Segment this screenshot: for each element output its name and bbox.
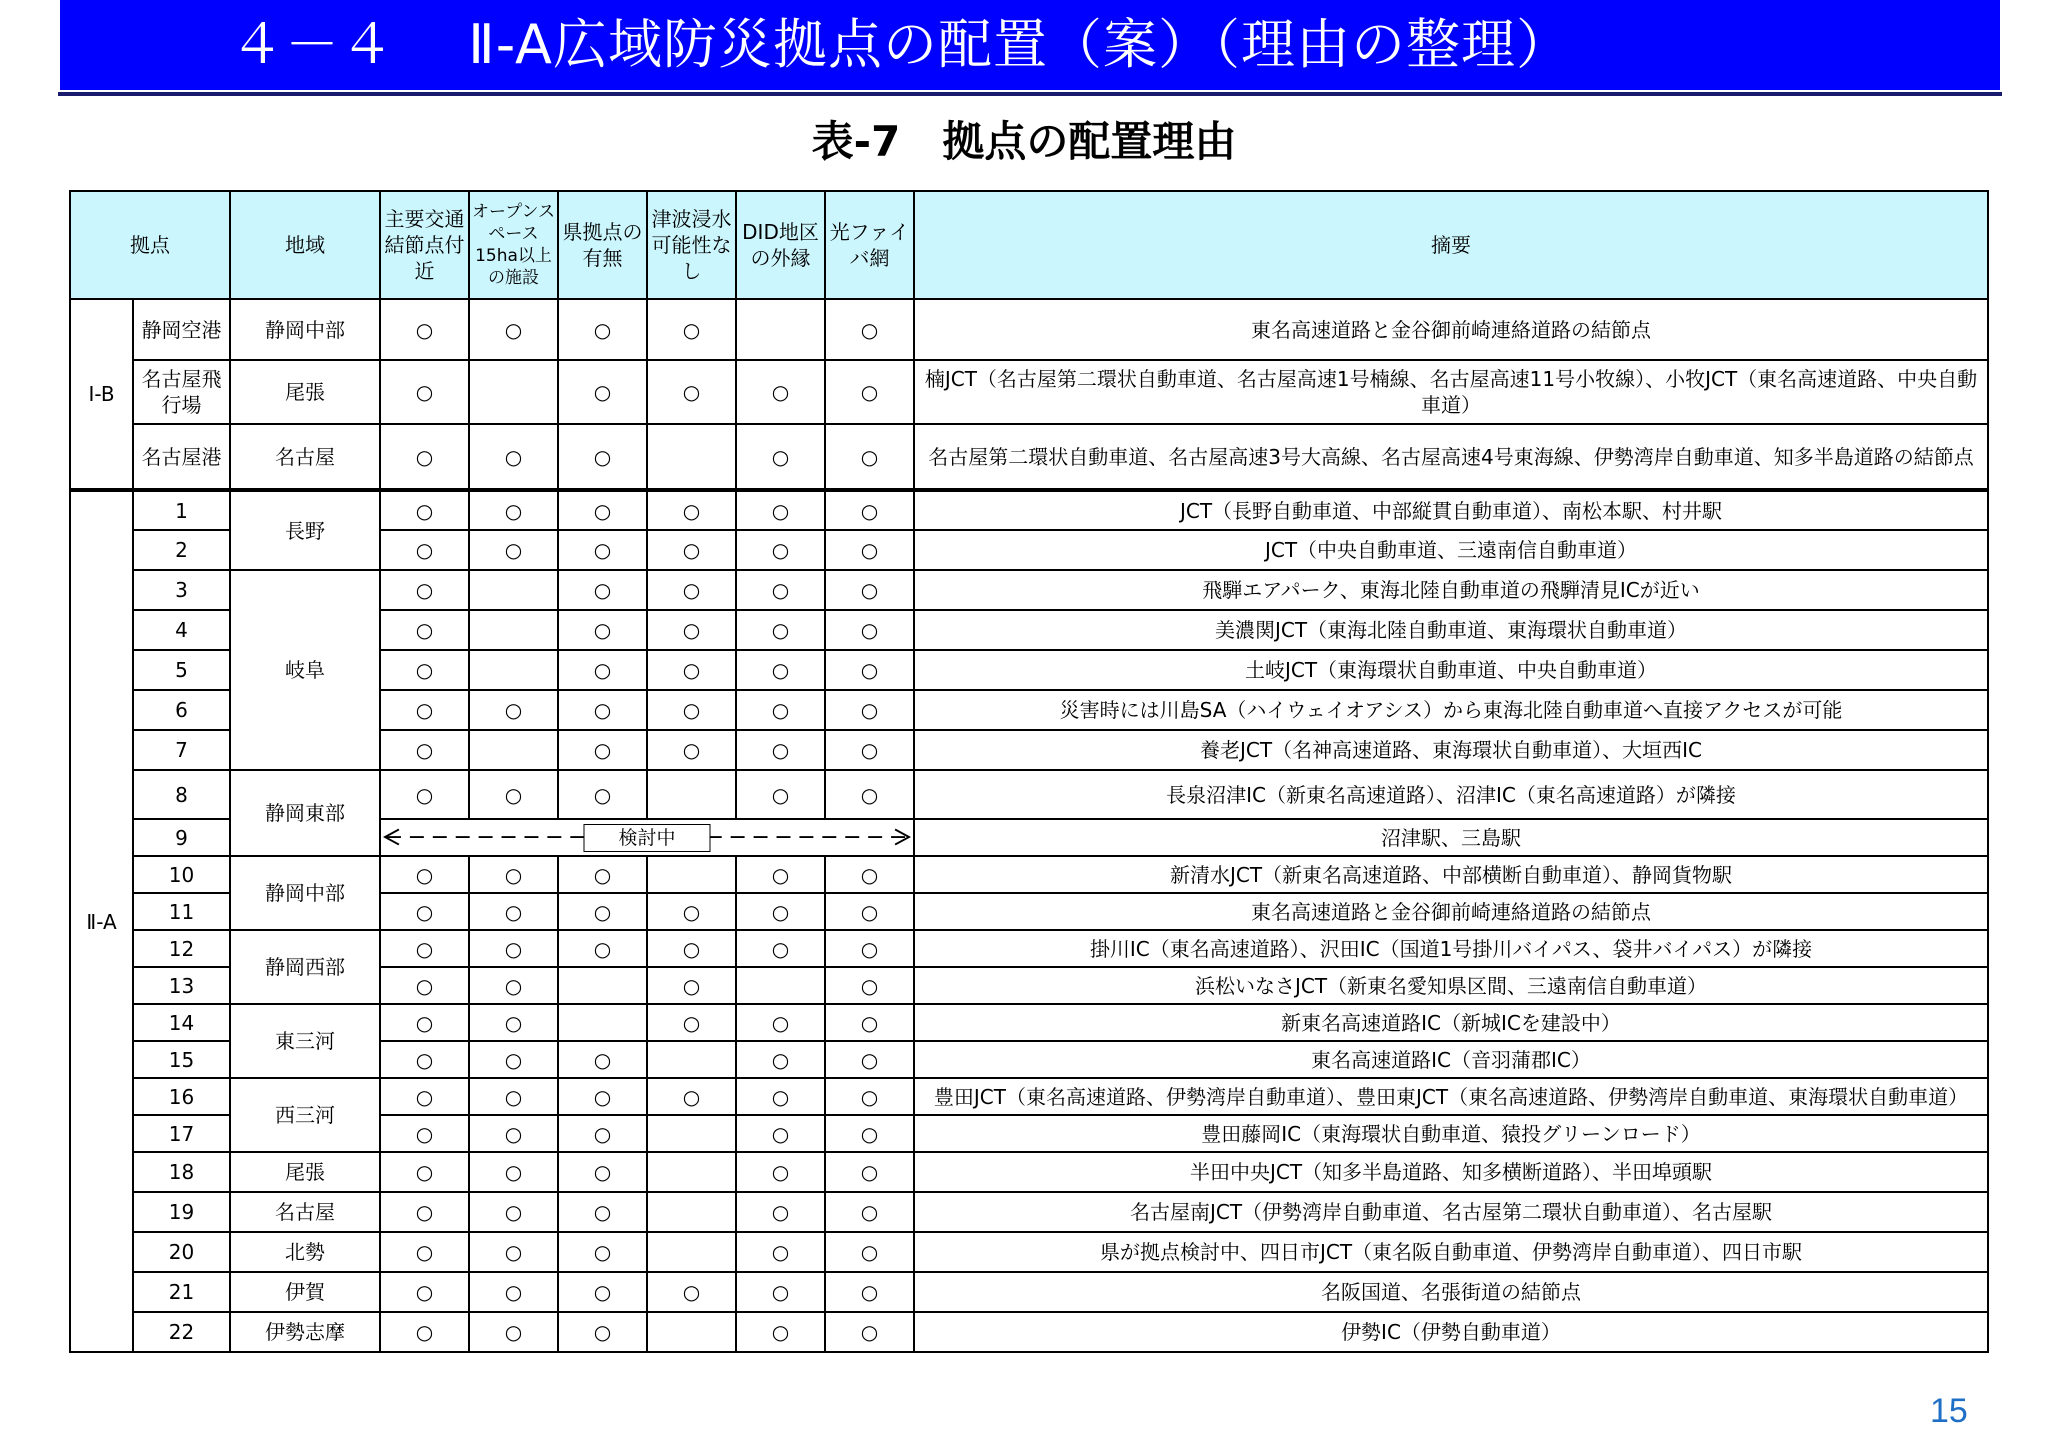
mark-cell: ○ xyxy=(825,424,914,490)
mark-cell: ○ xyxy=(825,610,914,650)
mark-cell: ○ xyxy=(380,1041,469,1078)
mark-cell: ○ xyxy=(825,299,914,360)
region-cell: 尾張 xyxy=(230,360,380,424)
row-number: 22 xyxy=(133,1312,230,1352)
mark-cell: ○ xyxy=(380,530,469,570)
mark-cell: ○ xyxy=(469,299,558,360)
mark-cell: ○ xyxy=(380,650,469,690)
mark-cell: ○ xyxy=(469,967,558,1004)
empty-cell xyxy=(647,1192,736,1232)
empty-cell xyxy=(469,650,558,690)
mark-cell: ○ xyxy=(825,490,914,530)
row-number: 6 xyxy=(133,690,230,730)
mark-cell: ○ xyxy=(558,570,647,610)
empty-cell xyxy=(469,570,558,610)
empty-cell xyxy=(736,299,825,360)
mark-cell: ○ xyxy=(736,610,825,650)
mark-cell: ○ xyxy=(736,893,825,930)
mark-cell: ○ xyxy=(380,930,469,967)
table-row xyxy=(70,424,1988,490)
empty-cell xyxy=(647,1152,736,1192)
table-row xyxy=(70,770,1988,819)
mark-cell: ○ xyxy=(825,650,914,690)
mark-cell: ○ xyxy=(736,1078,825,1115)
mark-cell: ○ xyxy=(380,690,469,730)
mark-cell: ○ xyxy=(736,770,825,819)
mark-cell: ○ xyxy=(558,730,647,770)
mark-cell: ○ xyxy=(647,530,736,570)
mark-cell: ○ xyxy=(825,1272,914,1312)
mark-cell: ○ xyxy=(558,1152,647,1192)
row-number: 13 xyxy=(133,967,230,1004)
mark-cell: ○ xyxy=(380,360,469,424)
mark-cell: ○ xyxy=(558,299,647,360)
mark-cell: ○ xyxy=(736,856,825,893)
region-cell: 長野 xyxy=(230,490,380,570)
mark-cell: ○ xyxy=(736,1004,825,1041)
mark-cell: ○ xyxy=(558,1232,647,1272)
mark-cell: ○ xyxy=(647,360,736,424)
empty-cell xyxy=(469,610,558,650)
mark-cell: ○ xyxy=(558,1115,647,1152)
table-row xyxy=(70,1232,1988,1272)
empty-cell xyxy=(647,1312,736,1352)
summary-cell: 豊田藤岡IC（東海環状自動車道、猿投グリーンロード） xyxy=(914,1115,1988,1152)
header-pref-base: 県拠点の有無 xyxy=(558,191,647,299)
summary-cell: 楠JCT（名古屋第二環状自動車道、名古屋高速1号楠線、名古屋高速11号小牧線）、小牧JCT（東名高速道路、中央自動車道） xyxy=(914,360,1988,424)
mark-cell: ○ xyxy=(825,770,914,819)
empty-cell xyxy=(736,967,825,1004)
mark-cell: ○ xyxy=(825,893,914,930)
mark-cell: ○ xyxy=(380,424,469,490)
region-cell: 伊勢志摩 xyxy=(230,1312,380,1352)
base-name: 名古屋港 xyxy=(133,424,230,490)
summary-cell: 東名高速道路と金谷御前崎連絡道路の結節点 xyxy=(914,299,1988,360)
table-row xyxy=(70,1078,1988,1115)
mark-cell: ○ xyxy=(736,690,825,730)
summary-cell: 掛川IC（東名高速道路）、沢田IC（国道1号掛川バイパス、袋井バイパス）が隣接 xyxy=(914,930,1988,967)
mark-cell: ○ xyxy=(558,530,647,570)
mark-cell: ○ xyxy=(469,1152,558,1192)
summary-cell: 浜松いなさJCT（新東名愛知県区間、三遠南信自動車道） xyxy=(914,967,1988,1004)
region-cell: 尾張 xyxy=(230,1152,380,1192)
row-number: 20 xyxy=(133,1232,230,1272)
empty-cell xyxy=(469,360,558,424)
mark-cell: ○ xyxy=(469,424,558,490)
summary-cell: 伊勢IC（伊勢自動車道） xyxy=(914,1312,1988,1352)
header-row xyxy=(70,191,1988,299)
mark-cell: ○ xyxy=(825,1192,914,1232)
mark-cell: ○ xyxy=(825,730,914,770)
mark-cell: ○ xyxy=(380,490,469,530)
row-number: 3 xyxy=(133,570,230,610)
mark-cell: ○ xyxy=(736,1312,825,1352)
summary-cell: JCT（長野自動車道、中部縦貫自動車道）、南松本駅、村井駅 xyxy=(914,490,1988,530)
row-number: 7 xyxy=(133,730,230,770)
mark-cell: ○ xyxy=(380,730,469,770)
mark-cell: ○ xyxy=(825,690,914,730)
mark-cell: ○ xyxy=(647,730,736,770)
mark-cell: ○ xyxy=(647,610,736,650)
mark-cell: ○ xyxy=(469,530,558,570)
mark-cell: ○ xyxy=(825,1115,914,1152)
row-number: 5 xyxy=(133,650,230,690)
mark-cell: ○ xyxy=(825,930,914,967)
header-summary: 摘要 xyxy=(914,191,1988,299)
header-open-space: オープンスペース15ha以上の施設 xyxy=(469,191,558,299)
mark-cell: ○ xyxy=(469,1078,558,1115)
mark-cell: ○ xyxy=(469,1232,558,1272)
mark-cell: ○ xyxy=(469,1004,558,1041)
mark-cell: ○ xyxy=(380,1152,469,1192)
summary-cell: 東名高速道路IC（音羽蒲郡IC） xyxy=(914,1041,1988,1078)
mark-cell: ○ xyxy=(825,1041,914,1078)
group-label-ib: Ⅰ-B xyxy=(70,299,133,490)
region-cell: 西三河 xyxy=(230,1078,380,1152)
mark-cell: ○ xyxy=(647,893,736,930)
row-number: 21 xyxy=(133,1272,230,1312)
summary-cell: 豊田JCT（東名高速道路、伊勢湾岸自動車道）、豊田東JCT（東名高速道路、伊勢湾岸自動車道、東海環状自動車道） xyxy=(914,1078,1988,1115)
row-number: 16 xyxy=(133,1078,230,1115)
row-number: 19 xyxy=(133,1192,230,1232)
region-cell: 伊賀 xyxy=(230,1272,380,1312)
mark-cell: ○ xyxy=(825,1312,914,1352)
mark-cell: ○ xyxy=(825,1004,914,1041)
table-row xyxy=(70,1192,1988,1232)
empty-cell xyxy=(647,856,736,893)
mark-cell: ○ xyxy=(647,690,736,730)
mark-cell: ○ xyxy=(380,1312,469,1352)
mark-cell: ○ xyxy=(736,1272,825,1312)
row-number: 14 xyxy=(133,1004,230,1041)
summary-cell: 県が拠点検討中、四日市JCT（東名阪自動車道、伊勢湾岸自動車道）、四日市駅 xyxy=(914,1232,1988,1272)
row-number: 4 xyxy=(133,610,230,650)
mark-cell: ○ xyxy=(825,856,914,893)
mark-cell: ○ xyxy=(380,1272,469,1312)
mark-cell: ○ xyxy=(558,690,647,730)
mark-cell: ○ xyxy=(380,967,469,1004)
table-row xyxy=(70,1152,1988,1192)
row-number: 8 xyxy=(133,770,230,819)
summary-cell: 名古屋第二環状自動車道、名古屋高速3号大高線、名古屋高速4号東海線、伊勢湾岸自動車道、知多半島道路の結節点 xyxy=(914,424,1988,490)
mark-cell: ○ xyxy=(736,930,825,967)
header-transport-node: 主要交通結節点付近 xyxy=(380,191,469,299)
mark-cell: ○ xyxy=(469,770,558,819)
mark-cell: ○ xyxy=(736,424,825,490)
mark-cell: ○ xyxy=(469,490,558,530)
mark-cell: ○ xyxy=(469,1192,558,1232)
empty-cell xyxy=(647,1041,736,1078)
table-row xyxy=(70,930,1988,967)
mark-cell: ○ xyxy=(825,967,914,1004)
base-name: 名古屋飛行場 xyxy=(133,360,230,424)
mark-cell: ○ xyxy=(736,1041,825,1078)
empty-cell xyxy=(558,1004,647,1041)
mark-cell: ○ xyxy=(380,299,469,360)
row-number: 10 xyxy=(133,856,230,893)
table-row xyxy=(70,299,1988,360)
empty-cell xyxy=(558,967,647,1004)
region-cell: 北勢 xyxy=(230,1232,380,1272)
mark-cell: ○ xyxy=(736,1152,825,1192)
table-row xyxy=(70,856,1988,893)
region-cell: 静岡東部 xyxy=(230,770,380,856)
table-row xyxy=(70,1004,1988,1041)
mark-cell: ○ xyxy=(558,610,647,650)
mark-cell: ○ xyxy=(469,893,558,930)
mark-cell: ○ xyxy=(736,730,825,770)
mark-cell: ○ xyxy=(380,570,469,610)
mark-cell: ○ xyxy=(558,360,647,424)
mark-cell: ○ xyxy=(736,490,825,530)
mark-cell: ○ xyxy=(380,1078,469,1115)
mark-cell: ○ xyxy=(558,1272,647,1312)
mark-cell: ○ xyxy=(647,299,736,360)
summary-cell: 新東名高速道路IC（新城ICを建設中） xyxy=(914,1004,1988,1041)
header-kyoten: 拠点 xyxy=(70,191,230,299)
mark-cell: ○ xyxy=(825,530,914,570)
mark-cell: ○ xyxy=(380,1192,469,1232)
mark-cell: ○ xyxy=(736,1192,825,1232)
row-number: 15 xyxy=(133,1041,230,1078)
summary-cell: 東名高速道路と金谷御前崎連絡道路の結節点 xyxy=(914,893,1988,930)
mark-cell: ○ xyxy=(558,770,647,819)
summary-cell: 新清水JCT（新東名高速道路、中部横断自動車道）、静岡貨物駅 xyxy=(914,856,1988,893)
summary-cell: 名古屋南JCT（伊勢湾岸自動車道、名古屋第二環状自動車道）、名古屋駅 xyxy=(914,1192,1988,1232)
table-row xyxy=(70,1272,1988,1312)
summary-cell: 土岐JCT（東海環状自動車道、中央自動車道） xyxy=(914,650,1988,690)
row-number: 11 xyxy=(133,893,230,930)
mark-cell: ○ xyxy=(647,1004,736,1041)
region-cell: 名古屋 xyxy=(230,1192,380,1232)
banner-rule xyxy=(58,92,2002,96)
mark-cell: ○ xyxy=(380,610,469,650)
empty-cell xyxy=(469,730,558,770)
header-no-tsunami: 津波浸水可能性なし xyxy=(647,191,736,299)
mark-cell: ○ xyxy=(469,690,558,730)
page-number: 15 xyxy=(1930,1392,1968,1430)
mark-cell: ○ xyxy=(647,1078,736,1115)
row-number: 2 xyxy=(133,530,230,570)
mark-cell: ○ xyxy=(736,360,825,424)
placement-reason-table xyxy=(69,190,1989,1353)
mark-cell: ○ xyxy=(647,490,736,530)
mark-cell: ○ xyxy=(380,770,469,819)
mark-cell: ○ xyxy=(469,1115,558,1152)
mark-cell: ○ xyxy=(380,1004,469,1041)
region-cell: 名古屋 xyxy=(230,424,380,490)
mark-cell: ○ xyxy=(736,570,825,610)
row-number: 18 xyxy=(133,1152,230,1192)
under-review-span xyxy=(380,819,914,856)
mark-cell: ○ xyxy=(558,650,647,690)
mark-cell: ○ xyxy=(558,893,647,930)
table-row xyxy=(70,570,1988,610)
region-cell: 静岡西部 xyxy=(230,930,380,1004)
region-cell: 東三河 xyxy=(230,1004,380,1078)
header-did-edge: DID地区の外縁 xyxy=(736,191,825,299)
table-row xyxy=(70,360,1988,424)
mark-cell: ○ xyxy=(647,1272,736,1312)
summary-cell: 美濃関JCT（東海北陸自動車道、東海環状自動車道） xyxy=(914,610,1988,650)
mark-cell: ○ xyxy=(647,650,736,690)
mark-cell: ○ xyxy=(558,856,647,893)
page-banner-title: ４－４ Ⅱ-A広域防災拠点の配置（案）（理由の整理） xyxy=(60,0,2000,90)
row-number: 12 xyxy=(133,930,230,967)
mark-cell: ○ xyxy=(647,930,736,967)
mark-cell: ○ xyxy=(825,1232,914,1272)
table-row xyxy=(70,1312,1988,1352)
mark-cell: ○ xyxy=(736,530,825,570)
summary-cell: 災害時には川島SA（ハイウェイオアシス）から東海北陸自動車道へ直接アクセスが可能 xyxy=(914,690,1988,730)
table-caption: 表-7 拠点の配置理由 xyxy=(811,117,1237,166)
header-chiiki: 地域 xyxy=(230,191,380,299)
mark-cell: ○ xyxy=(825,1078,914,1115)
mark-cell: ○ xyxy=(825,1152,914,1192)
mark-cell: ○ xyxy=(558,1312,647,1352)
mark-cell: ○ xyxy=(469,1041,558,1078)
mark-cell: ○ xyxy=(380,1232,469,1272)
mark-cell: ○ xyxy=(469,856,558,893)
mark-cell: ○ xyxy=(736,1115,825,1152)
row-number: 9 xyxy=(133,819,230,856)
summary-cell: 名阪国道、名張街道の結節点 xyxy=(914,1272,1988,1312)
mark-cell: ○ xyxy=(558,1041,647,1078)
mark-cell: ○ xyxy=(825,360,914,424)
summary-cell: 長泉沼津IC（新東名高速道路）、沼津IC（東名高速道路）が隣接 xyxy=(914,770,1988,819)
mark-cell: ○ xyxy=(380,1115,469,1152)
mark-cell: ○ xyxy=(647,967,736,1004)
mark-cell: ○ xyxy=(647,570,736,610)
mark-cell: ○ xyxy=(736,1232,825,1272)
under-review-label: 検討中 xyxy=(583,824,710,852)
mark-cell: ○ xyxy=(558,424,647,490)
row-number: 17 xyxy=(133,1115,230,1152)
region-cell: 静岡中部 xyxy=(230,856,380,930)
base-name: 静岡空港 xyxy=(133,299,230,360)
group-label-iia: Ⅱ-A xyxy=(70,490,133,1352)
mark-cell: ○ xyxy=(558,490,647,530)
row-number: 1 xyxy=(133,490,230,530)
summary-cell: 半田中央JCT（知多半島道路、知多横断道路）、半田埠頭駅 xyxy=(914,1152,1988,1192)
region-cell: 岐阜 xyxy=(230,570,380,770)
mark-cell: ○ xyxy=(380,893,469,930)
header-optical-fiber: 光ファイバ網 xyxy=(825,191,914,299)
mark-cell: ○ xyxy=(380,856,469,893)
mark-cell: ○ xyxy=(469,1272,558,1312)
summary-cell: JCT（中央自動車道、三遠南信自動車道） xyxy=(914,530,1988,570)
empty-cell xyxy=(647,770,736,819)
summary-cell: 沼津駅、三島駅 xyxy=(914,819,1988,856)
summary-cell: 養老JCT（名神高速道路、東海環状自動車道）、大垣西IC xyxy=(914,730,1988,770)
table-row xyxy=(70,490,1988,530)
empty-cell xyxy=(647,1232,736,1272)
mark-cell: ○ xyxy=(825,570,914,610)
mark-cell: ○ xyxy=(736,650,825,690)
mark-cell: ○ xyxy=(558,1078,647,1115)
mark-cell: ○ xyxy=(469,1312,558,1352)
empty-cell xyxy=(647,1115,736,1152)
mark-cell: ○ xyxy=(469,930,558,967)
mark-cell: ○ xyxy=(558,930,647,967)
mark-cell: ○ xyxy=(558,1192,647,1232)
region-cell: 静岡中部 xyxy=(230,299,380,360)
summary-cell: 飛騨エアパーク、東海北陸自動車道の飛騨清見ICが近い xyxy=(914,570,1988,610)
empty-cell xyxy=(647,424,736,490)
